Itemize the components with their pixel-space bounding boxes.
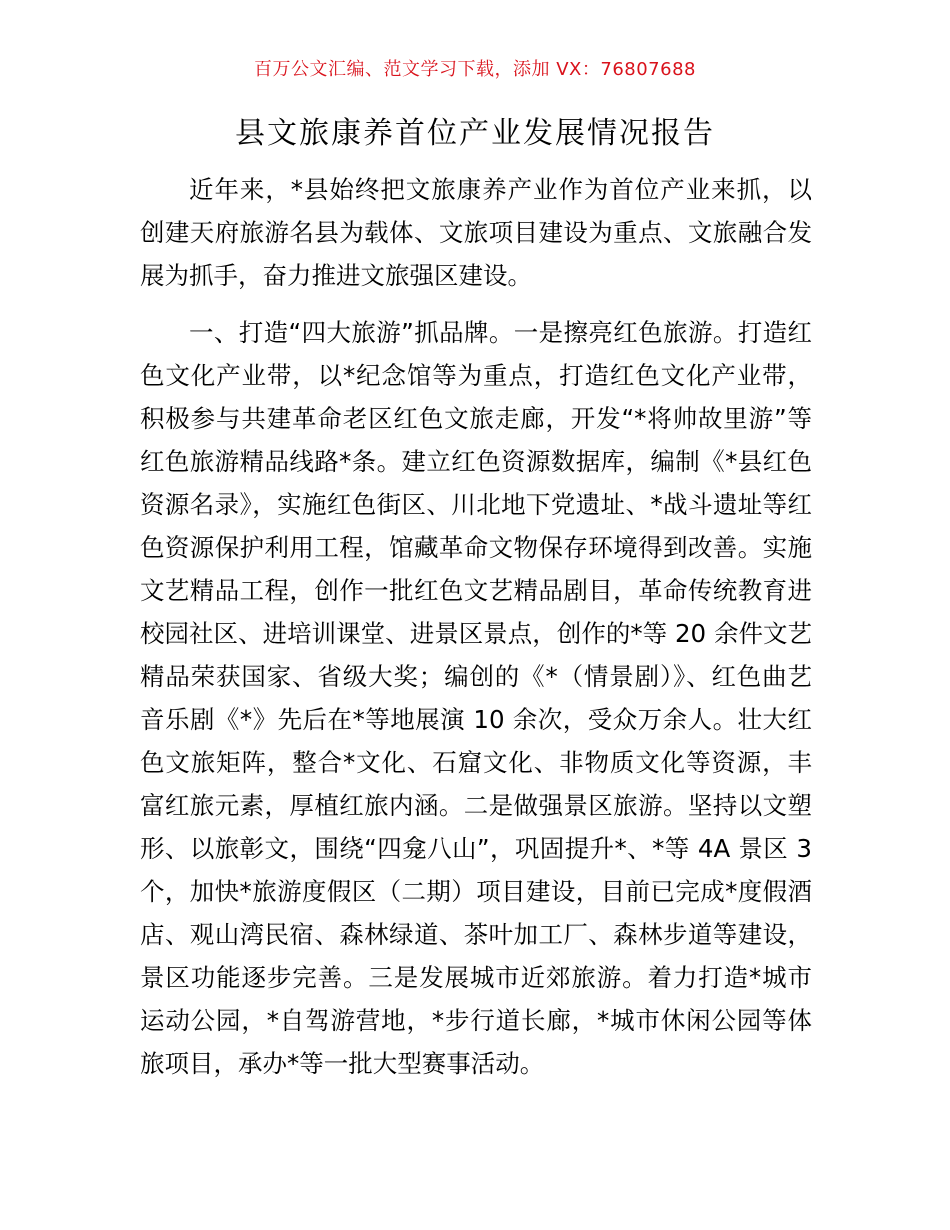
document-title: 县文旅康养首位产业发展情况报告 bbox=[235, 116, 715, 151]
section-one-paragraph: 一、打造“四大旅游”抓品牌。一是擦亮红色旅游。打造红色文化产业带，以*纪念馆等为重点，打造红色文化产业带，积极参与共建革命老区红色文旅走廊，开发“*将帅故里游”等红色旅游精品线路*条。建立红色资源数据库，编制《*县红色资源名录》，实施红色街区、川北地下党遗址、*战斗遗址等红色资源保护利用工程，馆藏革命文物保存环境得到改善。实施文艺精品工程，创作一批红色文艺精品剧目，革命传统教育进校园社区、进培训课堂、进景区景点，创作的*等 20 余件文艺精品荣获国家、省级大奖；编创的《*（情景剧）》、红色曲艺音乐剧《*》先后在*等地展演 10 余次，受众万余人。壮大红色文旅矩阵，整合*文化、石窟文化、非物质文化等资源，丰富红旅元素，厚植红旅内涵。二是做强景区旅游。坚持以文塑形、以旅彰文，围绕“四龛八山”，巩固提升*、*等 4A 景区 3 个，加快*旅游度假区（二期）项目建设，目前已完成*度假酒店、观山湾民宿、森林绿道、茶叶加工厂、森林步道等建设，景区功能逐步完善。三是发展城市近郊旅游。着力打造*城市运动公园，*自驾游营地，*步行道长廊，*城市休闲公园等体旅项目，承办*等一批大型赛事活动。 bbox=[140, 318, 812, 1078]
intro-paragraph: 近年来，*县始终把文旅康养产业作为首位产业来抓，以创建天府旅游名县为载体、文旅项目建设为重点、文旅融合发展为抓手，奋力推进文旅强区建设。 bbox=[140, 175, 812, 290]
promo-banner: 百万公文汇编、范文学习下载，添加 VX：76807688 bbox=[254, 59, 696, 80]
